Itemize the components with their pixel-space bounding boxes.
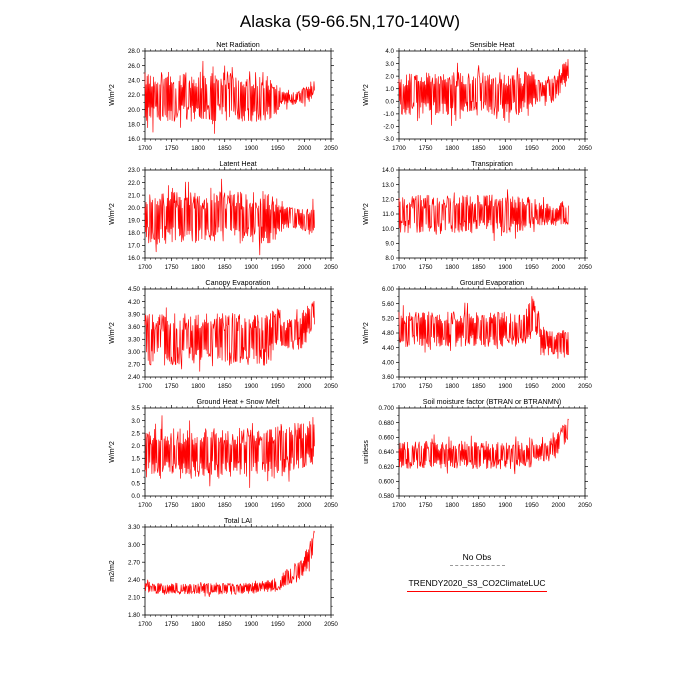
y-tick-label: 12.0 <box>381 196 394 204</box>
chart-canopy-evaporation <box>105 276 341 392</box>
series-line <box>145 416 315 488</box>
y-tick-label: 18.0 <box>127 121 140 129</box>
y-tick-label: 3.30 <box>127 524 140 532</box>
x-tick-label: 1850 <box>471 264 486 271</box>
series-line <box>145 531 315 597</box>
x-tick-label: 1800 <box>191 502 206 509</box>
panel-title: Canopy Evaporation <box>205 278 271 287</box>
y-tick-label: 4.0 <box>385 48 394 56</box>
x-tick-label: 2050 <box>324 621 338 628</box>
panel-title: Soil moisture factor (BTRAN or BTRANMN) <box>422 397 562 406</box>
y-tick-label: 1.80 <box>127 612 140 620</box>
y-tick-label: 0.700 <box>378 405 394 413</box>
x-tick-label: 1700 <box>138 145 152 152</box>
y-tick-label: 1.0 <box>385 85 394 93</box>
x-tick-label: 1950 <box>524 145 539 152</box>
x-tick-label: 2050 <box>324 502 338 509</box>
x-tick-label: 1950 <box>270 383 285 390</box>
series-line <box>145 61 315 133</box>
legend-label-no-obs: No Obs <box>462 552 492 562</box>
y-tick-label: 3.60 <box>127 323 140 331</box>
x-tick-label: 1750 <box>418 502 433 509</box>
x-tick-label: 2000 <box>551 502 566 509</box>
figure-title: Alaska (59-66.5N,170-140W) <box>239 12 461 31</box>
y-tick-label: 22.0 <box>127 179 140 187</box>
y-tick-label: 2.0 <box>385 73 394 81</box>
x-tick-label: 2000 <box>297 383 312 390</box>
chart-net-radiation <box>105 38 341 154</box>
x-tick-label: 1750 <box>164 383 179 390</box>
x-tick-label: 1950 <box>270 621 285 628</box>
x-tick-label: 2000 <box>297 621 312 628</box>
x-tick-label: 1750 <box>418 383 433 390</box>
y-tick-label: 5.20 <box>381 315 394 323</box>
no-obs-line-sample <box>450 565 505 566</box>
legend-label-trendy: TRENDY2020_S3_CO2ClimateLUC <box>408 578 546 588</box>
x-tick-label: 1900 <box>244 621 259 628</box>
x-tick-label: 2000 <box>297 145 312 152</box>
x-tick-label: 2000 <box>551 264 566 271</box>
panel-title: Latent Heat <box>219 159 257 168</box>
y-axis-label: W/m^2 <box>363 203 370 225</box>
y-tick-label: 26.0 <box>127 62 140 70</box>
x-tick-label: 1950 <box>270 145 285 152</box>
y-tick-label: 4.00 <box>381 359 394 367</box>
x-tick-label: 1950 <box>524 264 539 271</box>
panel-title: Transpiration <box>471 159 513 168</box>
y-tick-label: 4.50 <box>127 286 140 294</box>
y-tick-label: 3.0 <box>385 60 394 68</box>
panel-title: Sensible Heat <box>469 40 515 49</box>
y-tick-label: -2.0 <box>383 123 394 131</box>
y-tick-label: 20.0 <box>127 106 140 114</box>
y-tick-label: 0.620 <box>378 463 394 471</box>
x-tick-label: 1900 <box>244 264 259 271</box>
chart-ground-evaporation <box>359 276 595 392</box>
x-tick-label: 1900 <box>244 502 259 509</box>
y-axis-label: m2/m2 <box>109 560 116 582</box>
x-tick-label: 1850 <box>217 145 232 152</box>
x-tick-label: 1700 <box>138 621 152 628</box>
y-tick-label: -3.0 <box>383 136 394 144</box>
chart-soil-moisture-factor-btran-or-btranmn <box>359 395 595 511</box>
legend-entry-trendy <box>407 578 547 592</box>
x-tick-label: 1900 <box>498 383 513 390</box>
x-tick-label: 1900 <box>244 383 259 390</box>
y-axis-label: W/m^2 <box>109 322 116 344</box>
y-tick-label: 6.00 <box>381 286 394 294</box>
x-tick-label: 2050 <box>324 264 338 271</box>
y-axis-label: unitless <box>363 440 370 464</box>
y-tick-label: 3.30 <box>127 336 140 344</box>
x-tick-label: 1850 <box>471 502 486 509</box>
x-tick-label: 1850 <box>217 502 232 509</box>
x-tick-label: 1700 <box>392 502 406 509</box>
y-tick-label: 5.60 <box>381 300 394 308</box>
y-tick-label: 10.0 <box>381 225 394 233</box>
y-tick-label: 16.0 <box>127 255 140 263</box>
chart-latent-heat <box>105 157 341 273</box>
x-tick-label: 2000 <box>297 502 312 509</box>
y-tick-label: 13.0 <box>381 181 394 189</box>
x-tick-label: 1800 <box>191 264 206 271</box>
x-tick-label: 1950 <box>270 502 285 509</box>
x-tick-label: 1950 <box>524 383 539 390</box>
panels-grid <box>105 38 595 630</box>
y-tick-label: 0.640 <box>378 449 394 457</box>
x-tick-label: 1750 <box>164 145 179 152</box>
x-tick-label: 1900 <box>498 145 513 152</box>
x-tick-label: 2050 <box>324 383 338 390</box>
x-tick-label: 2050 <box>578 145 592 152</box>
x-tick-label: 1700 <box>392 264 406 271</box>
y-tick-label: 2.70 <box>127 361 140 369</box>
y-tick-label: 9.0 <box>385 240 394 248</box>
y-tick-label: 24.0 <box>127 77 140 85</box>
x-tick-label: 1900 <box>498 502 513 509</box>
x-tick-label: 2050 <box>578 383 592 390</box>
series-line <box>145 179 315 255</box>
x-tick-label: 2000 <box>551 145 566 152</box>
y-tick-label: 0.0 <box>131 493 140 501</box>
y-tick-label: 2.70 <box>127 559 140 567</box>
x-tick-label: 1800 <box>191 145 206 152</box>
x-tick-label: 1850 <box>217 383 232 390</box>
y-tick-label: 3.5 <box>131 405 140 413</box>
x-tick-label: 1800 <box>445 145 460 152</box>
x-tick-label: 1850 <box>471 383 486 390</box>
y-tick-label: 20.0 <box>127 204 140 212</box>
x-tick-label: 1750 <box>164 621 179 628</box>
y-tick-label: 4.20 <box>127 298 140 306</box>
y-tick-label: 0.0 <box>385 98 394 106</box>
y-tick-label: 11.0 <box>382 211 394 219</box>
x-tick-label: 1900 <box>244 145 259 152</box>
x-tick-label: 1800 <box>445 502 460 509</box>
x-tick-label: 2050 <box>324 145 338 152</box>
y-tick-label: 4.40 <box>381 344 394 352</box>
y-axis-label: W/m^2 <box>109 441 116 463</box>
y-tick-label: 4.80 <box>381 330 394 338</box>
legend-entry-no-obs <box>450 552 505 566</box>
y-tick-label: 14.0 <box>381 167 394 175</box>
chart-transpiration <box>359 157 595 273</box>
y-tick-label: 2.10 <box>127 594 140 602</box>
x-tick-label: 1700 <box>392 383 406 390</box>
x-tick-label: 1700 <box>138 502 152 509</box>
x-tick-label: 1950 <box>524 502 539 509</box>
x-tick-label: 1700 <box>138 383 152 390</box>
x-tick-label: 1850 <box>217 264 232 271</box>
chart-ground-heat-snow-melt <box>105 395 341 511</box>
x-tick-label: 1700 <box>392 145 406 152</box>
y-tick-label: 3.0 <box>131 417 140 425</box>
x-tick-label: 1700 <box>138 264 152 271</box>
x-tick-label: 1800 <box>445 383 460 390</box>
x-tick-label: 1850 <box>217 621 232 628</box>
series-line <box>399 59 569 125</box>
x-tick-label: 1850 <box>471 145 486 152</box>
y-tick-label: 22.0 <box>127 92 140 100</box>
panel-title: Ground Evaporation <box>459 278 525 287</box>
chart-total-lai <box>105 514 341 630</box>
y-tick-label: 3.00 <box>127 349 140 357</box>
x-tick-label: 2050 <box>578 264 592 271</box>
y-tick-label: 17.0 <box>127 242 140 250</box>
panel-title: Total LAI <box>224 516 252 525</box>
chart-sensible-heat <box>359 38 595 154</box>
y-tick-label: 0.680 <box>378 419 394 427</box>
y-tick-label: 0.660 <box>378 434 394 442</box>
y-axis-label: W/m^2 <box>109 84 116 106</box>
x-tick-label: 1800 <box>191 621 206 628</box>
x-tick-label: 1950 <box>270 264 285 271</box>
y-tick-label: 2.40 <box>127 577 140 584</box>
y-tick-label: 0.600 <box>378 478 394 486</box>
series-line <box>399 296 569 358</box>
y-tick-label: 3.90 <box>127 311 140 319</box>
y-tick-label: 3.60 <box>381 374 394 382</box>
trendy-line-sample <box>407 591 547 592</box>
y-tick-label: 2.40 <box>127 374 140 382</box>
x-tick-label: 1750 <box>418 264 433 271</box>
series-line <box>399 190 569 241</box>
y-tick-label: 3.00 <box>127 541 140 549</box>
y-tick-label: 0.5 <box>131 480 140 488</box>
y-tick-label: 0.580 <box>378 493 394 501</box>
series-line <box>399 419 569 474</box>
x-tick-label: 1750 <box>164 264 179 271</box>
x-tick-label: 2000 <box>551 383 566 390</box>
x-tick-label: 2050 <box>578 502 592 509</box>
y-axis-label: W/m^2 <box>363 84 370 106</box>
y-tick-label: 28.0 <box>127 48 140 56</box>
x-tick-label: 1800 <box>445 264 460 271</box>
y-tick-label: 1.5 <box>131 455 140 463</box>
y-tick-label: 21.0 <box>127 192 140 200</box>
y-tick-label: 1.0 <box>131 468 140 476</box>
series-line <box>145 301 315 371</box>
y-axis-label: W/m^2 <box>363 322 370 344</box>
x-tick-label: 2000 <box>297 264 312 271</box>
x-tick-label: 1750 <box>164 502 179 509</box>
y-tick-label: 2.5 <box>131 430 140 438</box>
legend <box>359 514 595 630</box>
y-tick-label: 23.0 <box>127 167 140 175</box>
x-tick-label: 1800 <box>191 383 206 390</box>
x-tick-label: 1900 <box>498 264 513 271</box>
y-tick-label: -1.0 <box>383 111 394 119</box>
y-tick-label: 19.0 <box>127 217 140 225</box>
y-axis-label: W/m^2 <box>109 203 116 225</box>
x-tick-label: 1750 <box>418 145 433 152</box>
y-tick-label: 16.0 <box>127 136 140 144</box>
panel-title: Ground Heat + Snow Melt <box>196 397 280 406</box>
y-tick-label: 18.0 <box>127 230 140 238</box>
y-tick-label: 8.0 <box>385 255 394 263</box>
panel-title: Net Radiation <box>216 40 260 49</box>
y-tick-label: 2.0 <box>131 442 140 450</box>
